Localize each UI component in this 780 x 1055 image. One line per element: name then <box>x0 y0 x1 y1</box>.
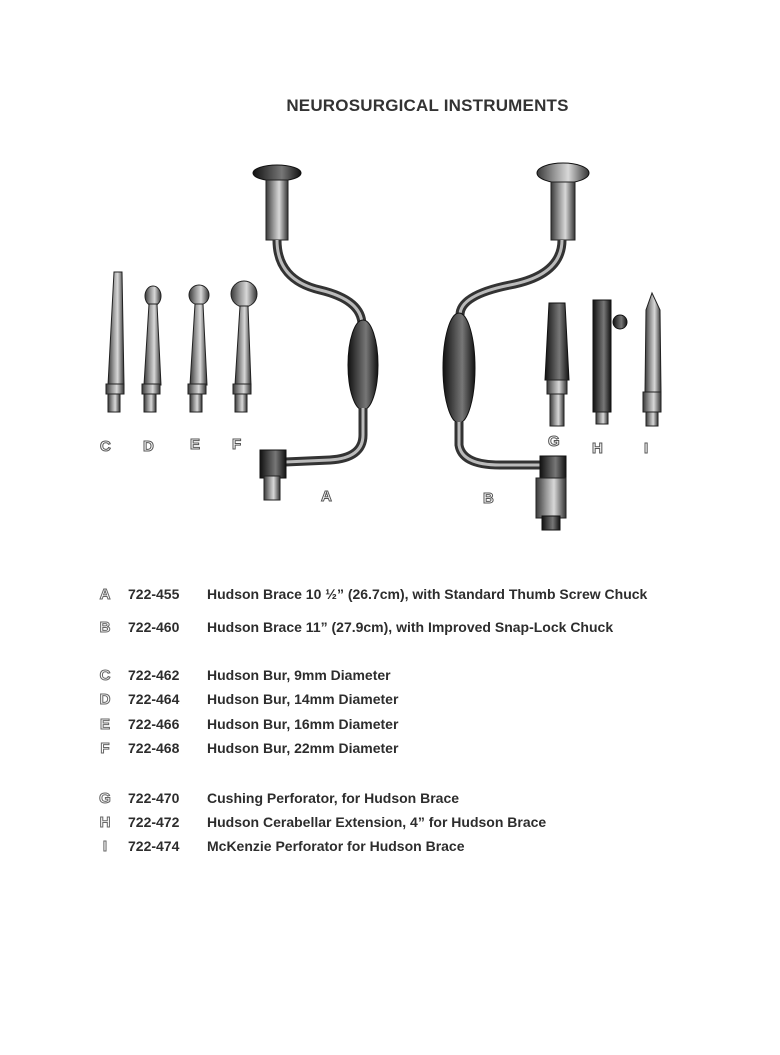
bur-c <box>106 272 124 412</box>
figure-label-e: E <box>190 436 201 453</box>
figure-label-a: A <box>321 488 332 505</box>
figure-label-g: G <box>548 433 560 450</box>
page-title: NEUROSURGICAL INSTRUMENTS <box>286 96 569 115</box>
item-letter: E <box>99 716 110 733</box>
item-code: 722-470 <box>128 790 180 806</box>
instrument-illustration <box>0 140 780 560</box>
item-description: Hudson Cerabellar Extension, 4” for Hudson Brace <box>207 814 547 830</box>
item-description: Cushing Perforator, for Hudson Brace <box>207 790 460 806</box>
item-description: Hudson Bur, 14mm Diameter <box>207 691 399 707</box>
item-letter: G <box>99 790 111 807</box>
item-letter: B <box>99 619 111 636</box>
item-description: McKenzie Perforator for Hudson Brace <box>207 838 465 854</box>
item-letter: A <box>99 586 111 603</box>
item-description: Hudson Bur, 9mm Diameter <box>207 667 391 683</box>
item-description: Hudson Brace 11” (27.9cm), with Improved Snap-Lock Chuck <box>207 619 614 635</box>
figure-label-d: D <box>143 438 154 455</box>
item-letter: F <box>100 740 110 757</box>
item-letter: I <box>102 838 108 855</box>
brace-a <box>253 165 378 500</box>
item-description: Hudson Bur, 16mm Diameter <box>207 716 399 732</box>
item-letter: C <box>99 667 111 684</box>
figure-label-f: F <box>232 436 242 453</box>
item-code: 722-464 <box>128 691 180 707</box>
item-code: 722-468 <box>128 740 180 756</box>
item-code: 722-462 <box>128 667 180 683</box>
item-letter: D <box>99 691 111 708</box>
extension-h <box>593 300 627 424</box>
perforator-i <box>643 293 661 426</box>
item-code: 722-460 <box>128 619 180 635</box>
item-code: 722-455 <box>128 586 180 602</box>
figure-label-h: H <box>592 440 603 457</box>
figure-label-c: C <box>100 438 111 455</box>
item-description: Hudson Brace 10 ½” (26.7cm), with Standard Thumb Screw Chuck <box>207 586 648 602</box>
item-code: 722-466 <box>128 716 180 732</box>
item-code: 722-472 <box>128 814 180 830</box>
figure-label-b: B <box>483 490 494 507</box>
figure-label-i: I <box>644 440 649 457</box>
bur-e <box>188 285 209 412</box>
item-letter: H <box>99 814 111 831</box>
item-description: Hudson Bur, 22mm Diameter <box>207 740 399 756</box>
item-code: 722-474 <box>128 838 180 854</box>
instruments-drawing <box>0 140 780 560</box>
bur-d <box>142 286 161 412</box>
perforator-g <box>545 303 569 426</box>
bur-f <box>231 281 257 412</box>
